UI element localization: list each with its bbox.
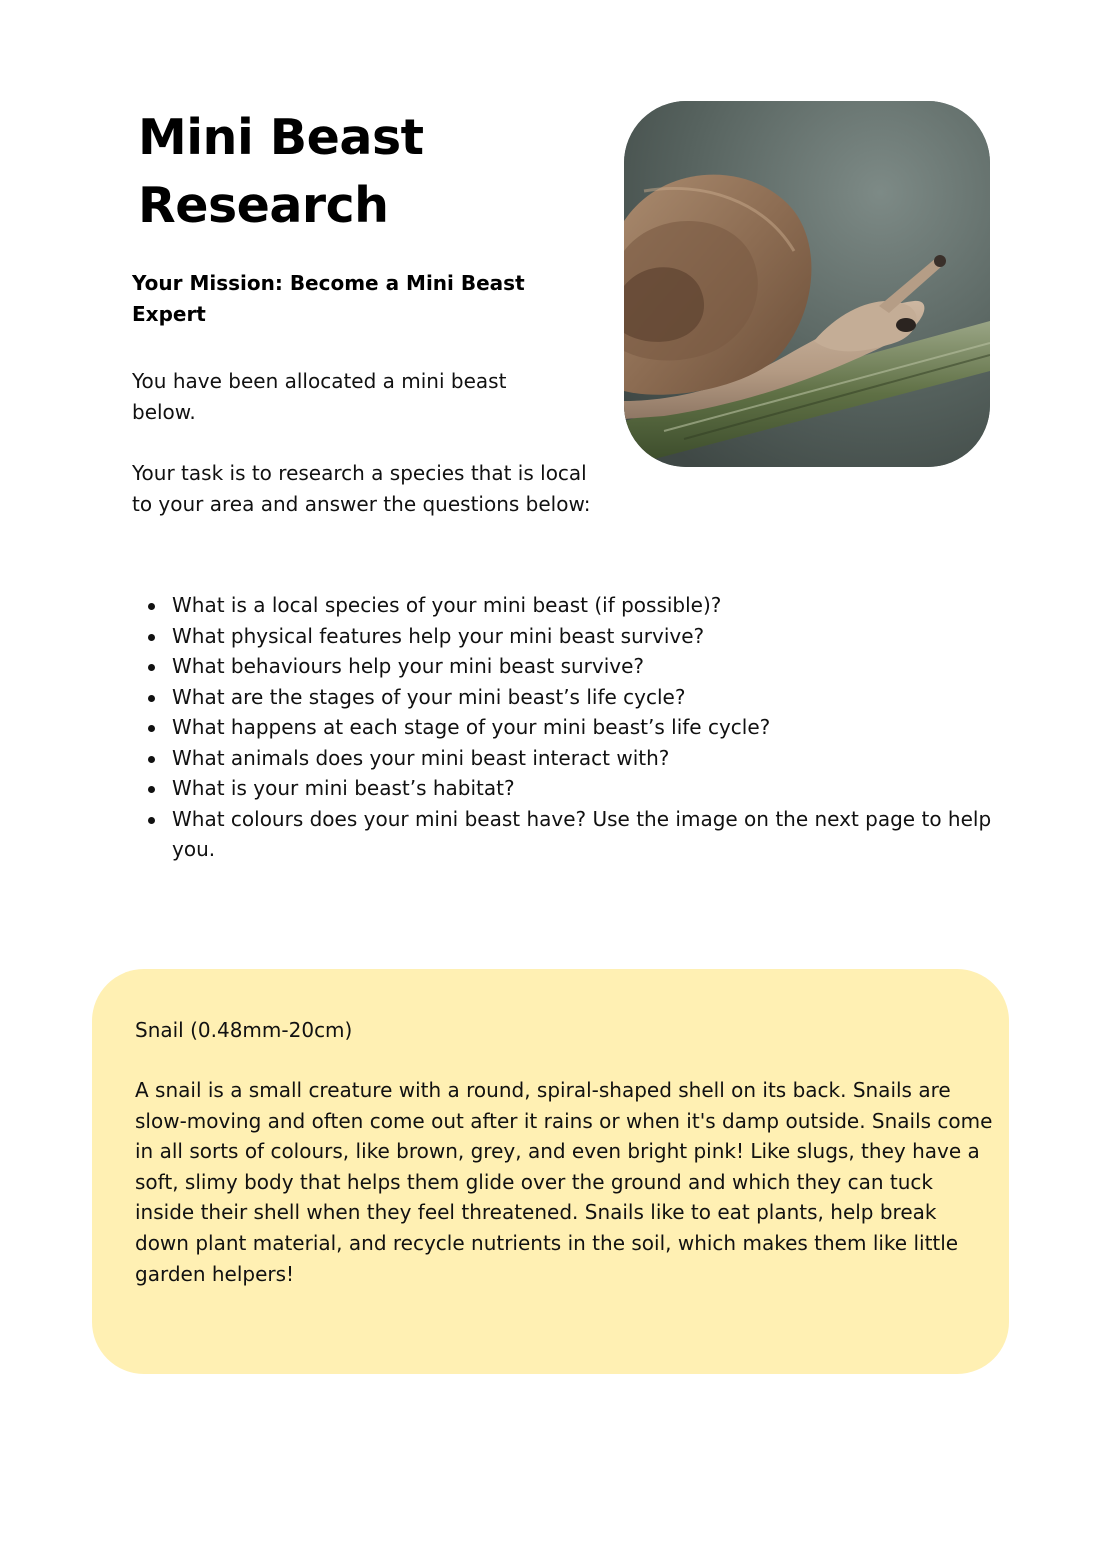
snail-eye [896, 318, 916, 332]
list-item: What is your mini beast’s habitat? [172, 773, 1002, 804]
list-item: What animals does your mini beast interact with? [172, 743, 1002, 774]
mini-beast-description: A snail is a small creature with a round, spiral-shaped shell on its back. Snails are slow-moving and often come out after it rains or when it's damp outside. Snails come in all sorts of colours, like brown, grey, and even bright pink! Like slugs, they have a soft, slimy body that helps them glide over the ground and which they can tuck inside their shell when they feel threatened. Snails like to eat plants, help break down plant material, and recycle nutrients in the soil, which makes them like little garden helpers! [135, 1078, 993, 1286]
snail-illustration [624, 101, 990, 467]
snail-photo [624, 101, 990, 467]
research-questions-list [172, 590, 1002, 865]
mission-heading: Your Mission: Become a Mini Beast Expert [132, 271, 525, 326]
list-item: What are the stages of your mini beast’s life cycle? [172, 682, 1002, 713]
mini-beast-name: Snail (0.48mm-20cm) [135, 1018, 353, 1042]
list-item: What behaviours help your mini beast survive? [172, 651, 1002, 682]
intro-paragraph-allocation: You have been allocated a mini beast below. [132, 369, 507, 424]
page-title: Mini Beast Research [138, 109, 424, 234]
list-item: What physical features help your mini beast survive? [172, 621, 1002, 652]
list-item: What colours does your mini beast have? Use the image on the next page to help you. [172, 804, 1002, 865]
intro-paragraph-task: Your task is to research a species that is local to your area and answer the questions below: [132, 461, 591, 516]
list-item: What happens at each stage of your mini beast’s life cycle? [172, 712, 1002, 743]
mini-beast-info-card [92, 969, 1009, 1374]
list-item: What is a local species of your mini beast (if possible)? [172, 590, 1002, 621]
